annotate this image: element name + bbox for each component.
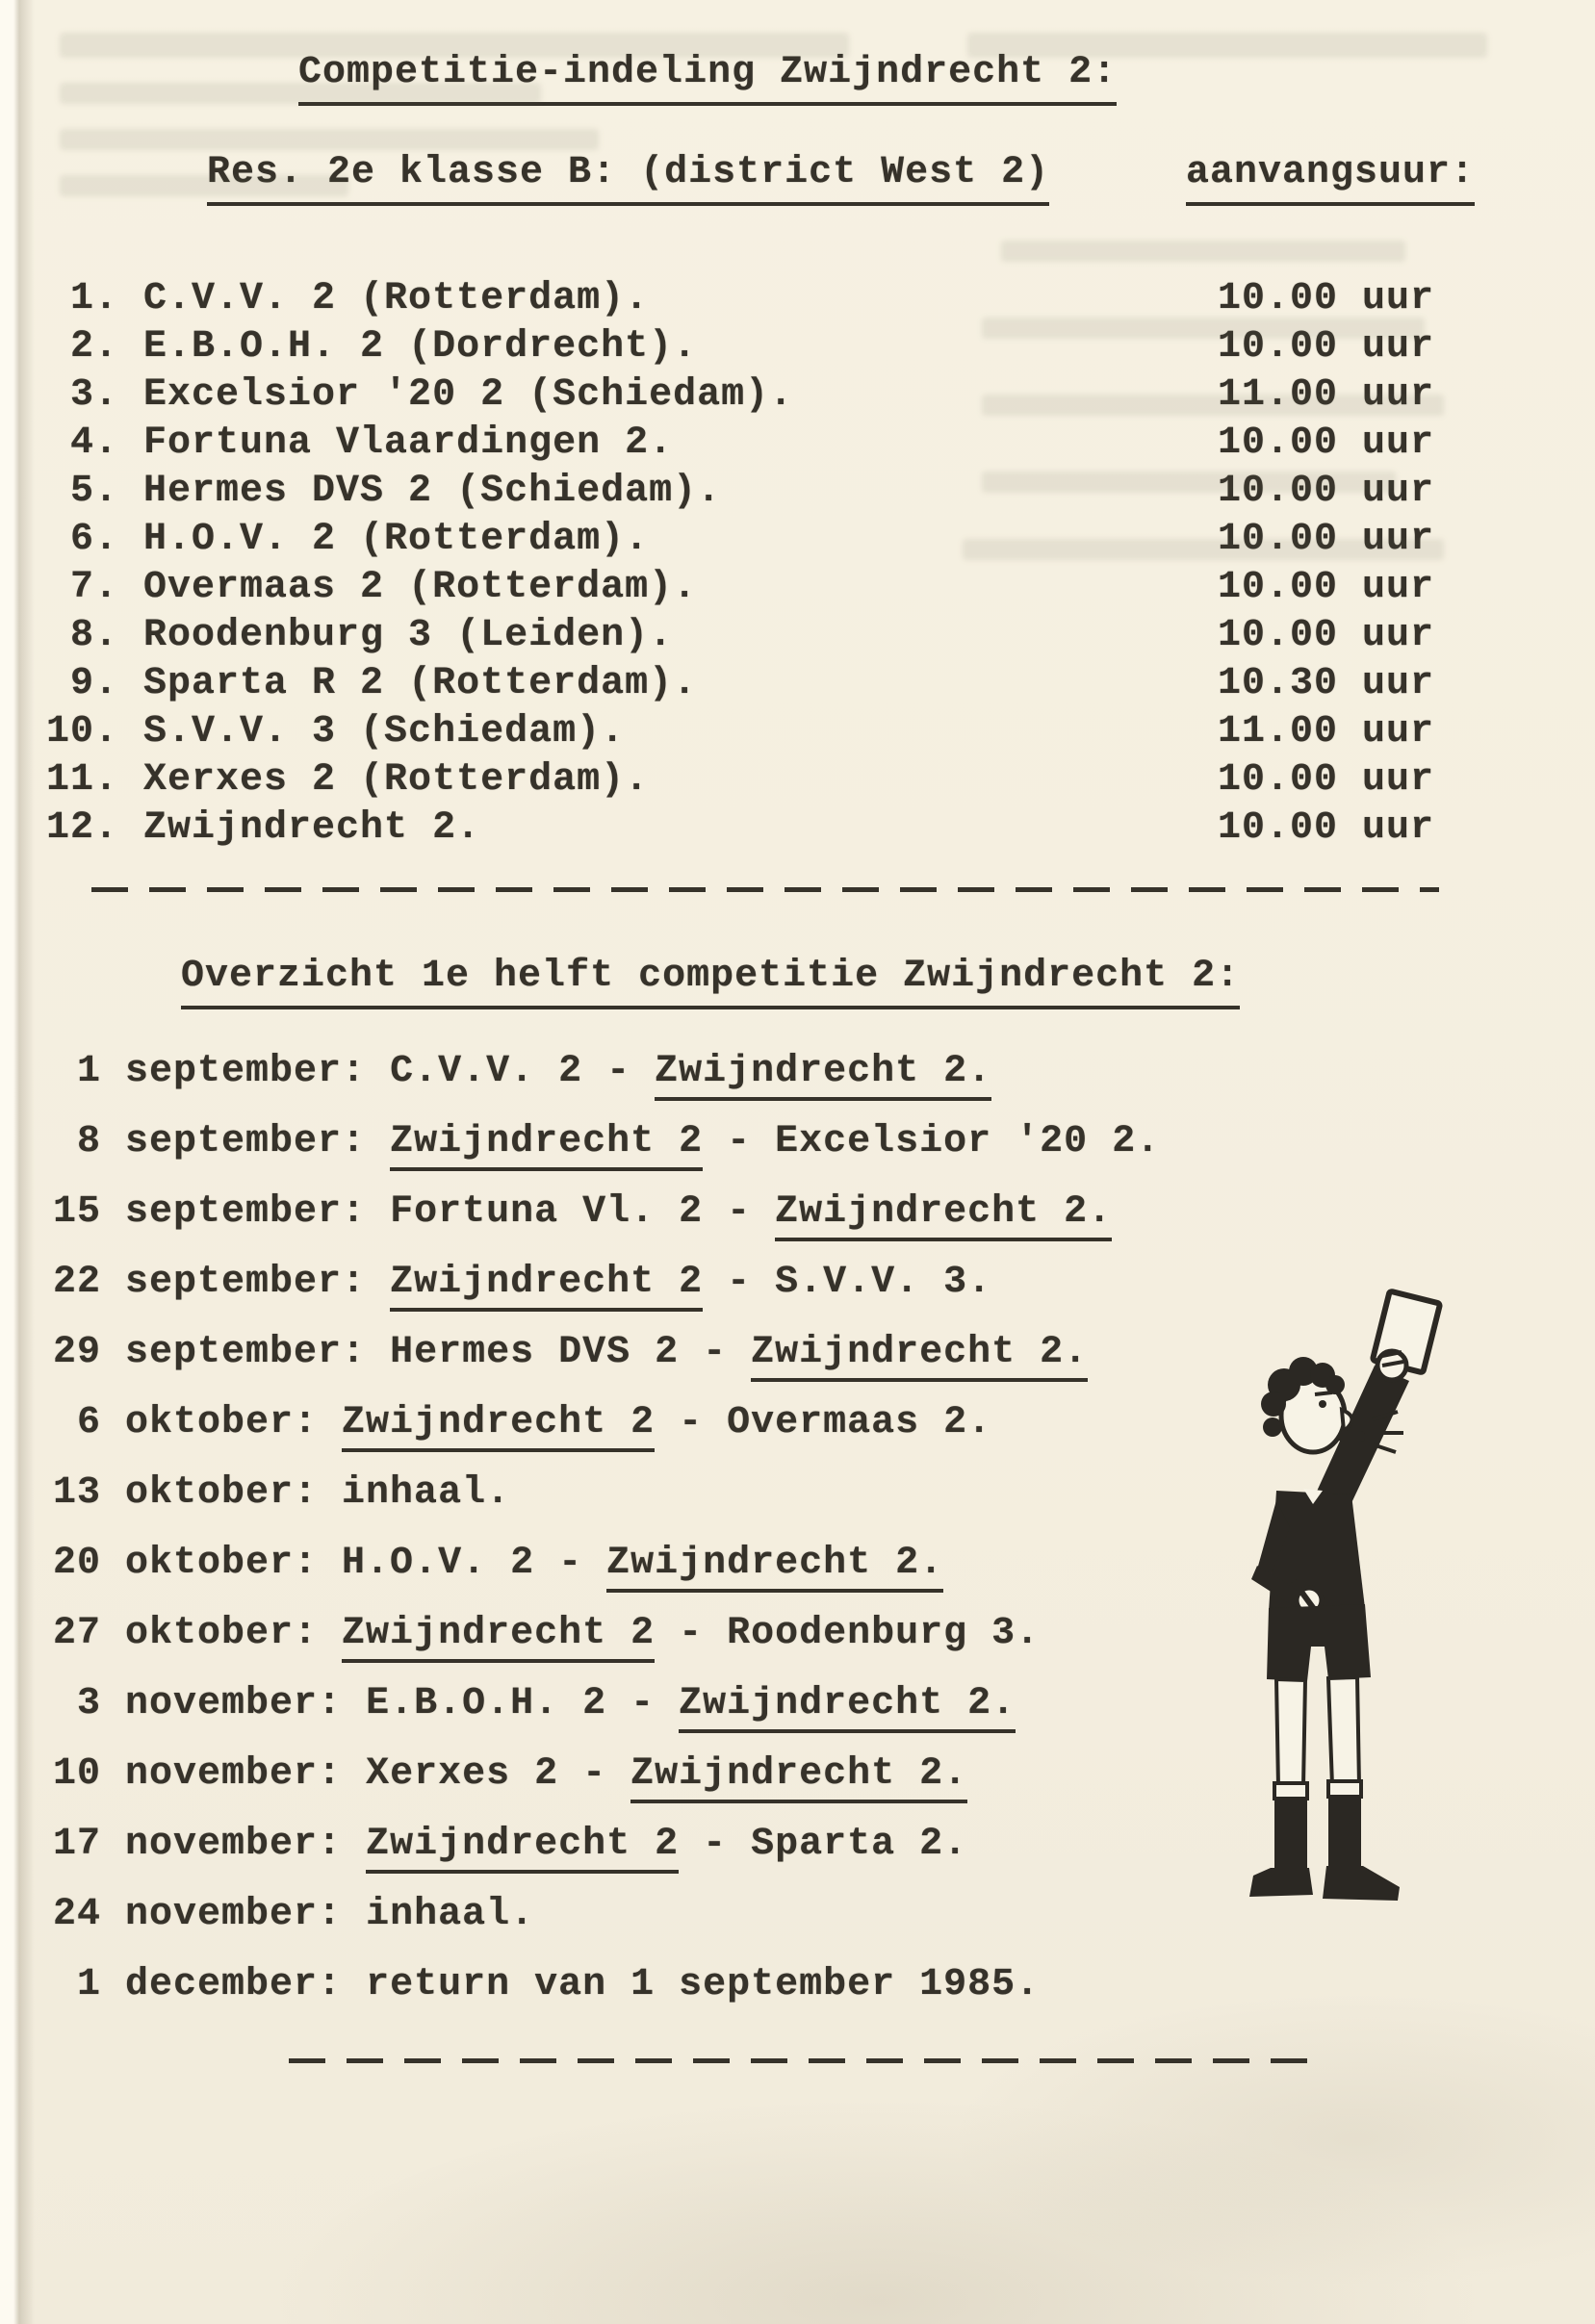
match-text: E.B.O.H. 2 - [366,1682,680,1725]
club-number: 3. [46,373,119,417]
schedule-row [53,1177,1595,1247]
table-row [46,660,1434,708]
table-row [46,323,1434,371]
club-time: 10.00 uur [1217,325,1434,369]
dashed-divider [289,2058,1311,2063]
schedule-date: 15 september: [53,1190,391,1234]
club-name: Fortuna Vlaardingen 2. [143,421,674,465]
schedule-row [53,1107,1595,1177]
schedule-date: 10 november: [53,1752,367,1796]
schedule-date: 27 oktober: [53,1612,343,1655]
schedule-date: 24 november: [53,1893,367,1936]
club-time: 10.30 uur [1217,662,1434,705]
match-text: - Roodenburg 3. [655,1612,1041,1655]
schedule-date: 6 oktober: [53,1401,343,1444]
match-text: Hermes DVS 2 - [390,1331,752,1374]
club-number: 1. [46,277,119,320]
table-row [46,564,1434,612]
schedule-date: 13 oktober: [53,1471,343,1515]
page-title: Competitie-indeling Zwijndrecht 2: [298,50,1117,106]
match-text: - Overmaas 2. [655,1401,992,1444]
match-underlined-text: Zwijndrecht 2 [390,1120,703,1171]
league-header-row [207,150,1475,206]
club-name: Roodenburg 3 (Leiden). [143,614,674,657]
match-text: - Sparta 2. [679,1823,968,1866]
match-underlined-text: Zwijndrecht 2. [606,1542,943,1593]
club-time: 10.00 uur [1217,758,1434,802]
club-name: Overmaas 2 (Rotterdam). [143,566,698,609]
club-time: 10.00 uur [1217,421,1434,465]
match-text: return van 1 september 1985. [366,1963,1041,2006]
club-number: 11. [46,758,119,802]
club-time: 11.00 uur [1217,373,1434,417]
match-text: - Excelsior '20 2. [703,1120,1161,1163]
referee-with-card-icon [1176,1285,1455,1958]
page-header [298,50,1595,106]
club-time: 10.00 uur [1217,518,1434,561]
table-row [46,708,1434,756]
schedule-row [53,1036,1595,1107]
schedule-date: 1 september: [53,1050,391,1093]
overview-header [181,954,1595,1009]
club-number: 9. [46,662,119,705]
club-name: Sparta R 2 (Rotterdam). [143,662,698,705]
overview-heading: Overzicht 1e helft competitie Zwijndrecht 2: [181,954,1240,1009]
table-row [46,516,1434,564]
club-number: 2. [46,325,119,369]
table-row [46,371,1434,420]
schedule-date: 29 september: [53,1331,391,1374]
match-text: - S.V.V. 3. [703,1261,992,1304]
club-name: H.O.V. 2 (Rotterdam). [143,518,650,561]
schedule-date: 17 november: [53,1823,367,1866]
match-underlined-text: Zwijndrecht 2. [679,1682,1016,1733]
club-time: 10.00 uur [1217,614,1434,657]
club-name: Excelsior '20 2 (Schiedam). [143,373,794,417]
match-underlined-text: Zwijndrecht 2 [342,1612,655,1663]
club-name: S.V.V. 3 (Schiedam). [143,710,626,753]
club-name: Xerxes 2 (Rotterdam). [143,758,650,802]
club-time: 10.00 uur [1217,806,1434,850]
club-time: 10.00 uur [1217,470,1434,513]
table-row [46,468,1434,516]
club-number: 10. [46,710,119,753]
table-row [46,420,1434,468]
match-text: Fortuna Vl. 2 - [390,1190,776,1234]
dashed-divider [91,887,1439,892]
match-text: C.V.V. 2 - [390,1050,656,1093]
match-underlined-text: Zwijndrecht 2 [366,1823,679,1874]
match-text: inhaal. [366,1893,535,1936]
match-underlined-text: Zwijndrecht 2. [775,1190,1112,1241]
match-underlined-text: Zwijndrecht 2 [342,1401,655,1452]
match-underlined-text: Zwijndrecht 2. [655,1050,991,1101]
club-name: C.V.V. 2 (Rotterdam). [143,277,650,320]
league-heading: Res. 2e klasse B: (district West 2) [207,150,1049,206]
club-number: 7. [46,566,119,609]
match-underlined-text: Zwijndrecht 2. [751,1331,1088,1382]
table-row [46,275,1434,323]
club-time: 10.00 uur [1217,566,1434,609]
schedule-date: 22 september: [53,1261,391,1304]
schedule-date: 3 november: [53,1682,367,1725]
club-list [46,275,1434,853]
match-text: H.O.V. 2 - [342,1542,607,1585]
schedule-date: 1 december: [53,1963,367,2006]
match-underlined-text: Zwijndrecht 2 [390,1261,703,1312]
time-column-heading: aanvangsuur: [1186,150,1475,206]
table-row [46,804,1434,853]
table-row [46,612,1434,660]
table-row [46,756,1434,804]
match-underlined-text: Zwijndrecht 2. [630,1752,967,1803]
match-text: inhaal. [342,1471,511,1515]
club-name: E.B.O.H. 2 (Dordrecht). [143,325,698,369]
club-number: 4. [46,421,119,465]
match-text: Xerxes 2 - [366,1752,631,1796]
referee-figure [1249,1291,1440,1901]
club-name: Zwijndrecht 2. [143,806,481,850]
schedule-date: 8 september: [53,1120,391,1163]
club-number: 6. [46,518,119,561]
club-time: 11.00 uur [1217,710,1434,753]
club-time: 10.00 uur [1217,277,1434,320]
club-number: 5. [46,470,119,513]
bleed-through-artifact [1001,241,1405,262]
club-number: 12. [46,806,119,850]
schedule-row [53,1950,1595,2020]
schedule-date: 20 oktober: [53,1542,343,1585]
bleed-through-artifact [60,129,599,150]
club-number: 8. [46,614,119,657]
club-name: Hermes DVS 2 (Schiedam). [143,470,722,513]
